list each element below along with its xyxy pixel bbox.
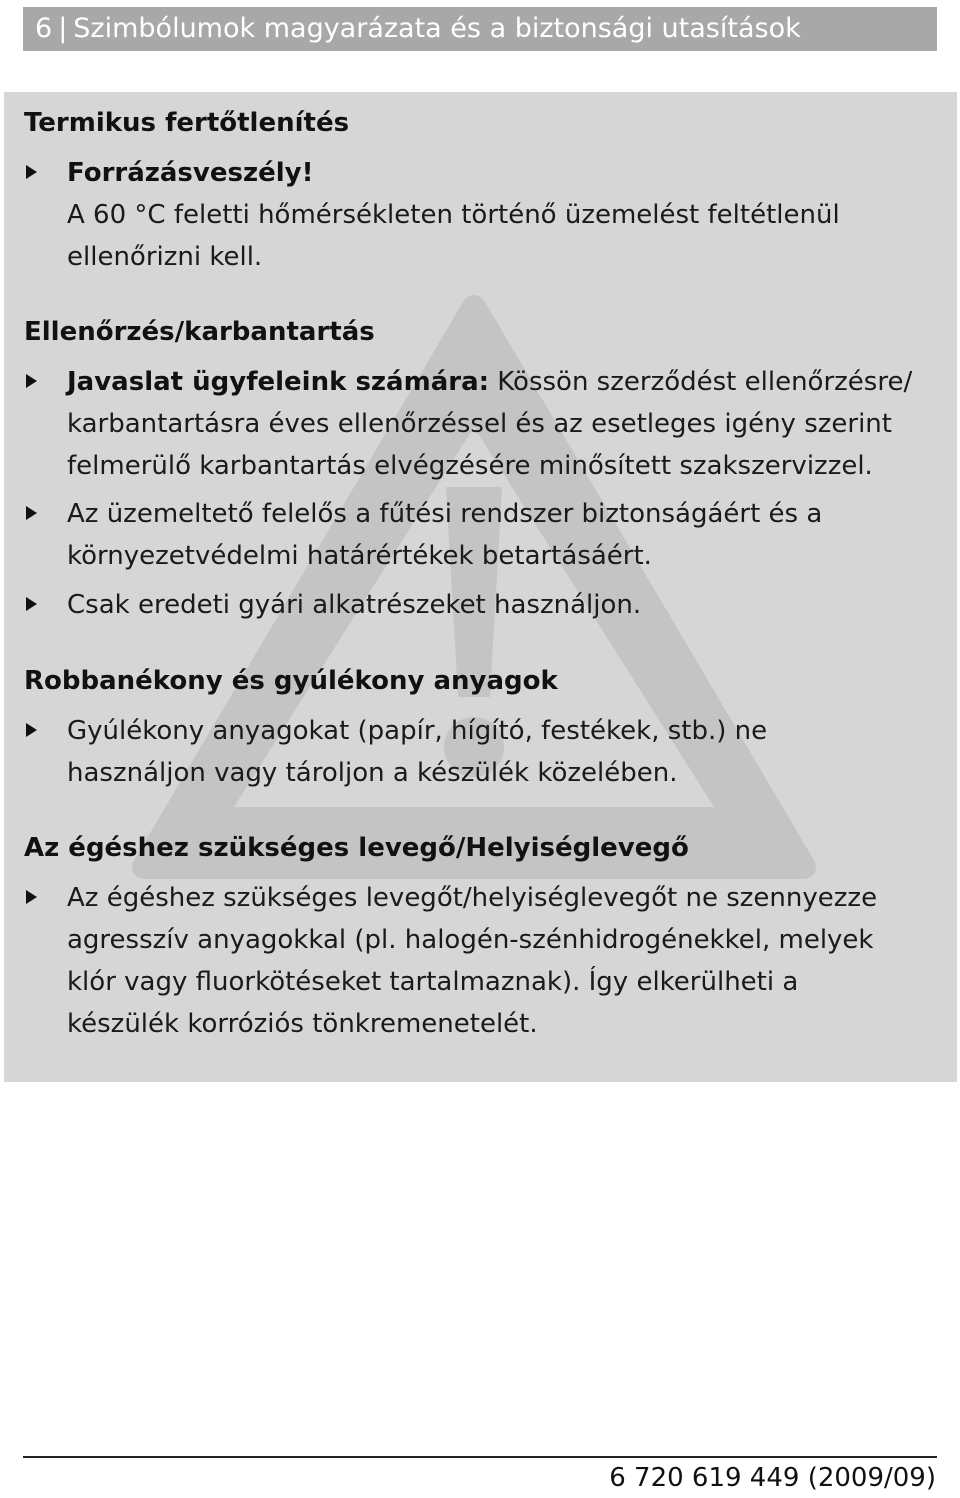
bullet-text-line: A 60 °C feletti hőmérsékleten történő üzemelést feltétlenül — [67, 200, 840, 230]
list-item — [24, 877, 944, 1045]
scald-warning-label: Forrázásveszély! — [67, 158, 314, 188]
list-item — [24, 584, 944, 626]
page-number: 6 — [35, 13, 53, 44]
section-title-thermal-disinfection: Termikus fertőtlenítés — [24, 108, 350, 138]
customer-recommendation-label: Javaslat ügyfeleink számára: — [67, 367, 490, 397]
bullet-text-line: karbantartásra éves ellenőrzéssel és az esetleges igény szerint — [67, 409, 892, 439]
bullet-text-line: készülék korróziós tönkremenetelét. — [67, 1009, 538, 1039]
bullet-arrow-icon — [26, 374, 37, 388]
bullet-text-line: agresszív anyagokkal (pl. halogén-szénhidrogénekkel, melyek — [67, 925, 874, 955]
header-separator: | — [58, 13, 68, 44]
bullet-arrow-icon — [26, 597, 37, 611]
bullet-arrow-icon — [26, 506, 37, 520]
bullet-text-line: Kössön szerződést ellenőrzésre/ — [489, 367, 913, 397]
list-item — [24, 710, 944, 794]
section-title-inspection-maintenance: Ellenőrzés/karbantartás — [24, 317, 375, 347]
bullet-text-line: Csak eredeti gyári alkatrészeket használjon. — [67, 590, 642, 620]
list-item — [24, 152, 944, 278]
list-item — [24, 361, 944, 487]
bullet-text-line: Az üzemeltető felelős a fűtési rendszer biztonságáért és a — [67, 499, 823, 529]
page-header — [23, 7, 937, 51]
bullet-text-line: Gyúlékony anyagokat (papír, hígító, festékek, stb.) ne — [67, 716, 768, 746]
page-header-title: Szimbólumok magyarázata és a biztonsági utasítások — [73, 13, 801, 44]
footer-divider — [23, 1456, 937, 1458]
bullet-arrow-icon — [26, 890, 37, 904]
bullet-text-line: felmerülő karbantartás elvégzésére minősített szakszervizzel. — [67, 451, 873, 481]
document-code: 6 720 619 449 (2009/09) — [609, 1463, 936, 1493]
bullet-arrow-icon — [26, 723, 37, 737]
section-title-flammable-materials: Robbanékony és gyúlékony anyagok — [24, 666, 558, 696]
bullet-text-line: ellenőrizni kell. — [67, 242, 263, 272]
bullet-text-line: Az égéshez szükséges levegőt/helyiséglevegőt ne szennyezze — [67, 883, 878, 913]
bullet-arrow-icon — [26, 165, 37, 179]
bullet-text-line: klór vagy fluorkötéseket tartalmaznak). Így elkerülheti a — [67, 967, 799, 997]
section-title-combustion-air: Az égéshez szükséges levegő/Helyiséglevegő — [24, 833, 689, 863]
bullet-text-line: használjon vagy tároljon a készülék közelében. — [67, 758, 678, 788]
list-item — [24, 493, 944, 577]
bullet-text-line: környezetvédelmi határértékek betartásáért. — [67, 541, 652, 571]
safety-instructions-panel — [4, 92, 957, 1082]
